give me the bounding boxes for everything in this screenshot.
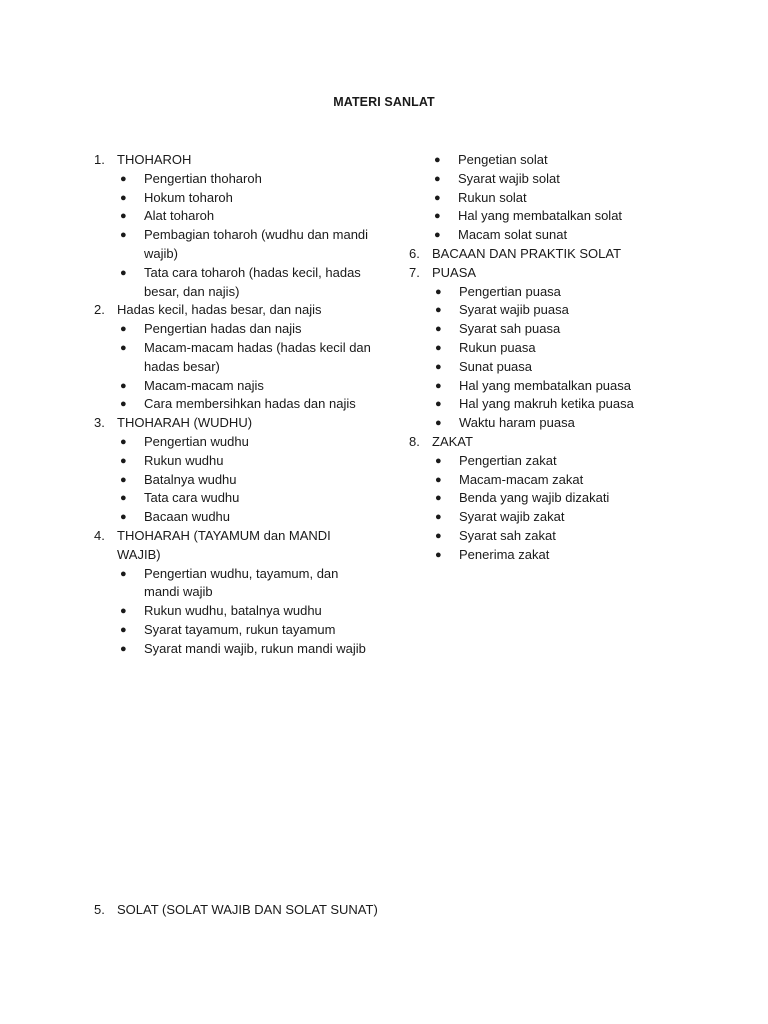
bullet-icon: ● <box>120 492 127 505</box>
section-number: 4. <box>94 527 105 543</box>
list-item-text: Hal yang membatalkan puasa <box>459 377 631 393</box>
list-item <box>94 471 374 490</box>
section-number: 7. <box>409 264 420 280</box>
list-item <box>409 320 669 339</box>
list-item-text: Hal yang makruh ketika puasa <box>459 396 634 412</box>
list-item <box>409 546 669 565</box>
bullet-icon: ● <box>120 323 127 336</box>
list-item <box>409 414 669 433</box>
list-item-text: Batalnya wudhu <box>144 471 237 487</box>
section-heading: PUASA <box>432 264 477 280</box>
bullet-icon: ● <box>120 567 127 580</box>
list-item-text: Waktu haram puasa <box>459 415 575 431</box>
list-item <box>94 433 374 452</box>
bullet-icon: ● <box>120 511 127 524</box>
list-item-text: Penerima zakat <box>459 546 550 562</box>
list-item <box>94 377 374 396</box>
list-item-text: Syarat sah puasa <box>459 321 561 337</box>
list-item-text: Macam solat sunat <box>458 227 568 243</box>
list-item <box>94 395 374 414</box>
list-item <box>409 301 669 320</box>
bullet-icon: ● <box>434 229 441 242</box>
list-item-text: Macam-macam zakat <box>459 471 584 487</box>
bullet-icon: ● <box>435 398 442 411</box>
list-item <box>94 489 374 508</box>
list-item-text: Rukun solat <box>458 189 527 205</box>
list-item <box>409 377 669 396</box>
list-item-text: Pengertian puasa <box>459 283 561 299</box>
bullet-list <box>409 283 669 433</box>
list-item-text: Syarat wajib zakat <box>459 509 565 525</box>
bullet-icon: ● <box>435 323 442 336</box>
section-heading: SOLAT (SOLAT WAJIB DAN SOLAT SUNAT) <box>117 902 378 917</box>
list-item <box>94 226 374 264</box>
list-section-8 <box>409 433 669 565</box>
list-item <box>409 226 669 245</box>
list-item <box>94 264 374 302</box>
bullet-icon: ● <box>120 398 127 411</box>
section-number: 6. <box>409 245 420 261</box>
section-number: 3. <box>94 415 105 431</box>
section-heading: ZAKAT <box>432 433 473 449</box>
bullet-list <box>409 151 669 245</box>
bullet-icon: ● <box>120 473 127 486</box>
bullet-list <box>94 565 374 659</box>
document-title: MATERI SANLAT <box>333 95 435 109</box>
bullet-icon: ● <box>120 642 127 655</box>
bullet-icon: ● <box>435 341 442 354</box>
bullet-icon: ● <box>120 379 127 392</box>
section-heading: BACAAN DAN PRAKTIK SOLAT <box>432 245 622 261</box>
list-item-text: Macam-macam hadas (hadas kecil dan hadas besar) <box>144 339 371 374</box>
list-item <box>409 489 669 508</box>
section-heading: THOHARAH (WUDHU) <box>117 415 253 431</box>
list-item <box>409 207 669 226</box>
bullet-icon: ● <box>434 172 441 185</box>
bullet-icon: ● <box>120 172 127 185</box>
list-item <box>94 207 374 226</box>
list-item-text: Alat toharoh <box>144 208 215 224</box>
list-item <box>409 395 669 414</box>
list-section-3 <box>94 414 374 527</box>
list-item-text: Hal yang membatalkan solat <box>458 208 623 224</box>
list-item-text: Macam-macam najis <box>144 377 264 393</box>
bullet-icon: ● <box>434 154 441 166</box>
list-section-7 <box>409 264 669 433</box>
section-heading: THOHARAH (TAYAMUM dan MANDI WAJIB) <box>117 527 331 562</box>
list-item-text: Syarat mandi wajib, rukun mandi wajib <box>144 640 366 656</box>
list-item-text: Syarat wajib solat <box>458 170 560 186</box>
bullet-icon: ● <box>435 511 442 524</box>
bullet-icon: ● <box>120 229 127 242</box>
list-item <box>94 565 374 603</box>
section-heading: THOHAROH <box>117 152 192 167</box>
list-section-2 <box>94 301 374 414</box>
bullet-icon: ● <box>120 623 127 636</box>
list-item-text: Pengertian hadas dan najis <box>144 321 302 337</box>
list-section-4 <box>94 527 374 659</box>
list-item-text: Cara membersihkan hadas dan najis <box>144 396 356 412</box>
list-item-text: Pengertian thoharoh <box>144 170 262 186</box>
list-item-text: Syarat wajib puasa <box>459 302 569 318</box>
list-item <box>409 283 669 302</box>
list-item <box>94 320 374 339</box>
list-item <box>94 621 374 640</box>
bullet-icon: ● <box>120 454 127 467</box>
right-column <box>409 151 669 565</box>
bullet-icon: ● <box>120 435 127 448</box>
bullet-icon: ● <box>120 191 127 204</box>
list-item-text: Bacaan wudhu <box>144 509 231 525</box>
bullet-icon: ● <box>120 266 127 279</box>
list-item-text: Pengertian wudhu, tayamum, dan mandi wajib <box>144 565 339 600</box>
section-heading: Hadas kecil, hadas besar, dan najis <box>117 302 322 318</box>
list-item-text: Rukun wudhu <box>144 452 224 468</box>
bullet-icon: ● <box>434 191 441 204</box>
bullet-icon: ● <box>120 605 127 618</box>
section-number: 8. <box>409 433 420 449</box>
bullet-icon: ● <box>435 304 442 317</box>
list-item <box>94 640 374 659</box>
list-item-text: Pembagian toharoh (wudhu dan mandi wajib) <box>144 227 369 261</box>
list-item <box>409 339 669 358</box>
list-item <box>94 170 374 189</box>
list-section-1 <box>94 151 374 301</box>
list-item-text: Syarat tayamum, rukun tayamum <box>144 621 336 637</box>
bullet-icon: ● <box>120 341 127 354</box>
bullet-icon: ● <box>435 360 442 373</box>
list-item-text: Pengetian solat <box>458 152 548 167</box>
list-item <box>94 508 374 527</box>
list-item <box>409 189 669 208</box>
bullet-icon: ● <box>435 379 442 392</box>
list-item <box>409 508 669 527</box>
list-item-text: Tata cara toharoh (hadas kecil, hadas besar, dan najis) <box>144 264 361 299</box>
list-item-text: Sunat puasa <box>459 358 533 374</box>
bullet-list <box>409 452 669 565</box>
list-item <box>94 452 374 471</box>
bullet-list <box>94 320 374 414</box>
list-item-text: Tata cara wudhu <box>144 490 240 506</box>
section-number: 2. <box>94 302 105 318</box>
list-item-text: Hokum toharoh <box>144 189 233 205</box>
bullet-icon: ● <box>435 417 442 430</box>
list-item <box>409 170 669 189</box>
list-section-5 <box>94 901 494 920</box>
bullet-icon: ● <box>435 529 442 542</box>
list-item <box>409 358 669 377</box>
list-item-text: Rukun puasa <box>459 339 536 355</box>
bullet-icon: ● <box>435 492 442 505</box>
bullet-icon: ● <box>435 548 442 561</box>
list-item <box>94 189 374 208</box>
list-item <box>94 602 374 621</box>
bullet-list <box>94 170 374 302</box>
bullet-icon: ● <box>435 473 442 486</box>
list-item-text: Pengertian zakat <box>459 452 557 468</box>
list-item <box>94 339 374 377</box>
list-item <box>409 452 669 471</box>
list-item-text: Syarat sah zakat <box>459 527 556 543</box>
section-number: 1. <box>94 152 105 167</box>
list-item <box>409 527 669 546</box>
list-section-6 <box>409 245 669 264</box>
left-column <box>94 151 374 659</box>
bullet-list <box>94 433 374 527</box>
list-item-text: Benda yang wajib dizakati <box>459 490 610 506</box>
bullet-icon: ● <box>120 210 127 223</box>
list-item-text: Pengertian wudhu <box>144 433 249 449</box>
bullet-icon: ● <box>434 210 441 223</box>
list-item-text: Rukun wudhu, batalnya wudhu <box>144 603 322 619</box>
list-item <box>409 471 669 490</box>
bullet-icon: ● <box>435 285 442 298</box>
section-number: 5. <box>94 902 105 917</box>
list-item <box>409 151 669 170</box>
bullet-icon: ● <box>435 454 442 467</box>
